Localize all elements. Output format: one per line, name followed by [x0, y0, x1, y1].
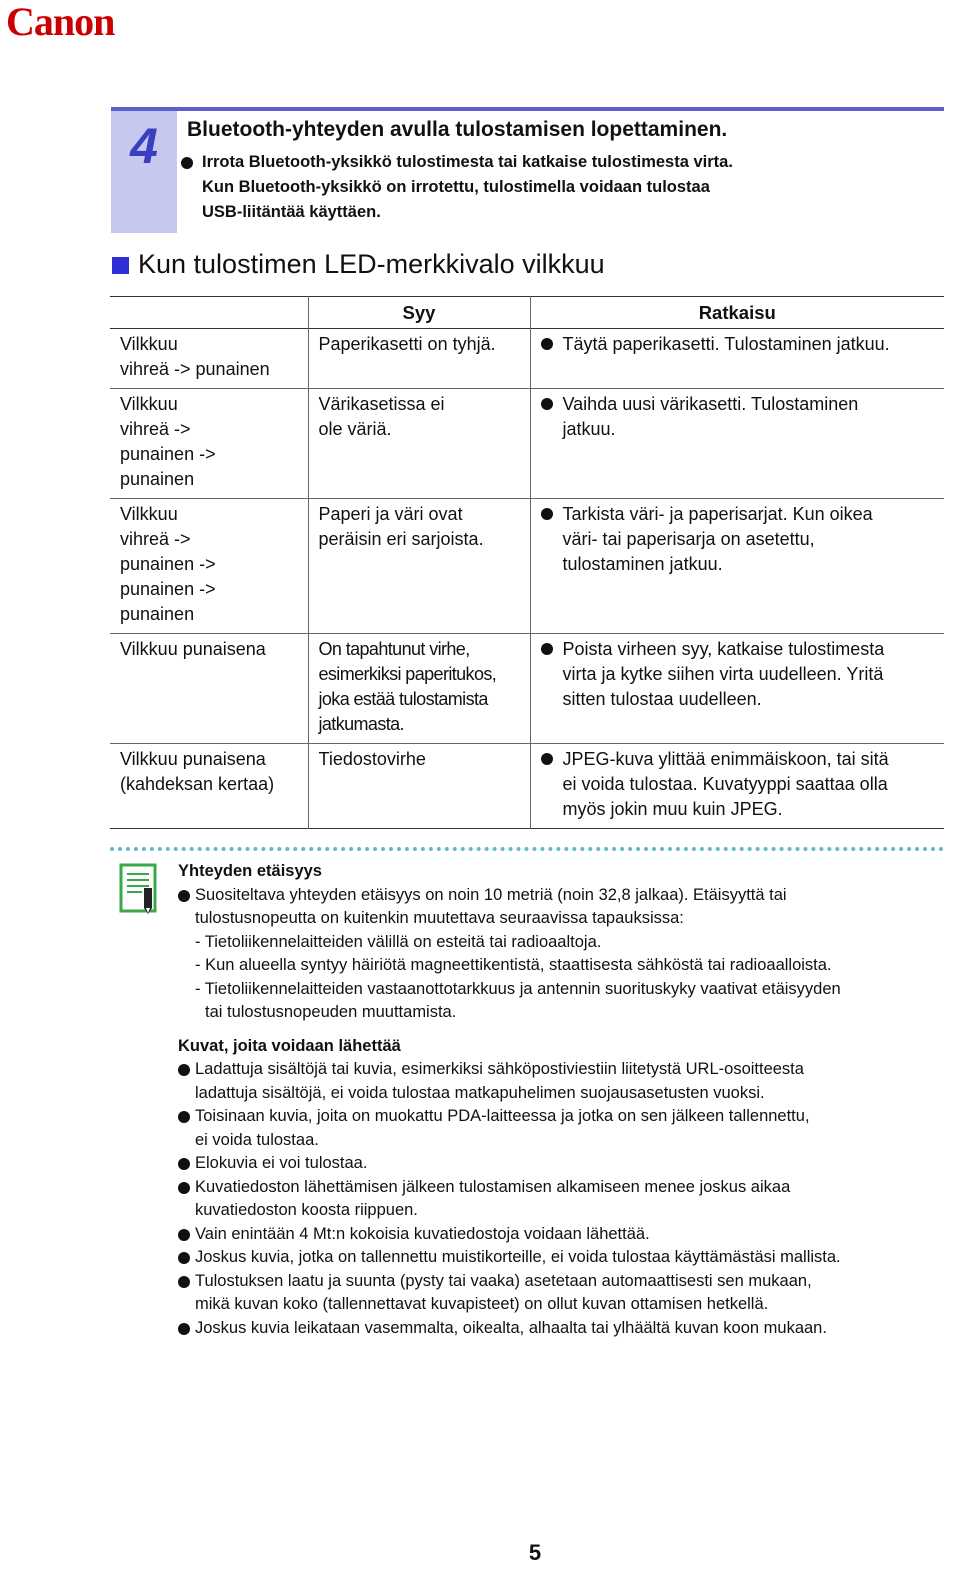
bullet-icon — [178, 1276, 190, 1288]
note-divider — [110, 847, 944, 851]
list-item: Toisinaan kuvia, joita on muokattu PDA-laitteessa ja jotka on sen jälkeen tallennettu, ei voida tulostaa. — [178, 1105, 948, 1152]
step-text: Irrota Bluetooth-yksikkö tulostimesta tai katkaise tulostimesta virta. Kun Bluetooth-yksikkö on irrotettu, tulostimella voidaan tulostaa USB-liitäntää käyttäen. — [176, 150, 876, 225]
page-number: 5 — [528, 1540, 542, 1565]
step-title: Bluetooth-yhteyden avulla tulostamisen lopettaminen. — [187, 118, 728, 141]
note-section: Yhteyden etäisyys Suositeltava yhteyden etäisyys on noin 10 metriä (noin 32,8 jalkaa). Etäisyyttä tai tulostusnopeutta on kuitenkin muutettava seuraavissa tapauksissa: - Tietoliikennelaitteiden välillä on esteitä tai radioaaltoja. - Kun alueella syntyy häiriötä magneettikentistä, staattisesta sähköstä tai radioaalloista. - Tietoliikennelaitteiden vastaanottotarkkuus ja antennin suorituskyky vaativat etäisyyden tai tulostusnopeuden muuttamista. Kuvat, joita voidaan lähettää Ladattuja sisältöjä tai kuvia, esimerkiksi sähköpostiviestiin liitetystä URL-osoitteesta ladattuja sisältöjä, ei voida tulostaa matkapuhelimen suojausasetusten vuoksi. Toisinaan kuvia, joita on muokattu PDA-laitteessa ja jotka on sen jälkeen tallennettu, ei voida tulostaa. Elokuvia ei voi tulostaa. Kuvatiedoston lähettämisen jälkeen tulostamisen alkamiseen menee joskus aikaa kuvatiedoston koosta riippuen. Vain enintään 4 Mt:n kokoisia kuvatiedostoja voidaan lähettää. Joskus kuvia, jotka on tallennettu muistikorteille, ei voida tulostaa käyttämästäsi mallista. Tulostuksen laatu ja suunta (pysty tai vaaka) asetetaan automaattisesti sen mukaan, mikä kuvan koko (tallennettavat kuvapisteet) on ollut kuvan ottamisen hetkellä. Joskus kuvia leikataan vasemmalta, oikealta, alhaalta tai ylhäältä kuvan koon mukaan. — [178, 860, 948, 1340]
section-square-icon — [112, 257, 129, 274]
distance-title: Yhteyden etäisyys — [178, 862, 322, 880]
canon-logo: Canon — [6, 0, 115, 44]
bullet-icon — [178, 1229, 190, 1241]
step-number: 4 — [130, 118, 158, 174]
table-row: Vilkkuu punaisena On tapahtunut virhe, esimerkiksi paperitukos, joka estää tulostamista jatkumasta. Poista virheen syy, katkaise tulostimesta virta ja kytke siihen virta uudelleen. Yritä sitten tulostaa uudelleen. — [110, 634, 944, 744]
list-item: Ladattuja sisältöjä tai kuvia, esimerkiksi sähköpostiviestiin liitetystä URL-osoitteesta ladattuja sisältöjä, ei voida tulostaa matkapuhelimen suojausasetusten vuoksi. — [178, 1058, 948, 1105]
list-item: Suositeltava yhteyden etäisyys on noin 10 metriä (noin 32,8 jalkaa). Etäisyyttä tai tulostusnopeutta on kuitenkin muutettava seuraavissa tapauksissa: — [178, 884, 948, 931]
list-item: Joskus kuvia, jotka on tallennettu muistikorteille, ei voida tulostaa käyttämästäsi mallista. — [178, 1246, 948, 1270]
list-item: Tulostuksen laatu ja suunta (pysty tai vaaka) asetetaan automaattisesti sen mukaan, mikä kuvan koko (tallennettavat kuvapisteet) on ollut kuvan ottamisen hetkellä. — [178, 1270, 948, 1317]
led-table — [110, 296, 944, 829]
list-item: Joskus kuvia leikataan vasemmalta, oikealta, alhaalta tai ylhäältä kuvan koon mukaan. — [178, 1317, 948, 1341]
bullet-icon — [178, 1158, 190, 1170]
table-row: Vilkkuu punaisena (kahdeksan kertaa) Tiedostovirhe JPEG-kuva ylittää enimmäiskoon, tai sitä ei voida tulostaa. Kuvatyyppi saattaa olla myös jokin muu kuin JPEG. — [110, 744, 944, 829]
bullet-icon — [178, 1252, 190, 1264]
table-row: Vilkkuu vihreä -> punainen -> punainen -> punainen Paperi ja väri ovat peräisin eri sarjoista. Tarkista väri- ja paperisarjat. Kun oikea väri- tai paperisarja on asetettu, tulostaminen jatkuu. — [110, 499, 944, 634]
images-title: Kuvat, joita voidaan lähettää — [178, 1036, 401, 1055]
bullet-icon — [178, 1064, 190, 1076]
note-pen-icon — [118, 862, 162, 916]
list-item: Kuvatiedoston lähettämisen jälkeen tulostamisen alkamiseen menee joskus aikaa kuvatiedoston koosta riippuen. — [178, 1176, 948, 1223]
table-row: Vilkkuu vihreä -> punainen -> punainen Värikasetissa ei ole väriä. Vaihda uusi värikasetti. Tulostaminen jatkuu. — [110, 389, 944, 499]
list-item: Elokuvia ei voi tulostaa. — [178, 1152, 948, 1176]
bullet-icon — [181, 157, 193, 169]
list-item: Vain enintään 4 Mt:n kokoisia kuvatiedostoja voidaan lähettää. — [178, 1223, 948, 1247]
bullet-icon — [541, 338, 553, 350]
bullet-icon — [178, 1182, 190, 1194]
step-rule — [111, 107, 944, 111]
header-solution: Ratkaisu — [530, 297, 944, 329]
bullet-icon — [541, 508, 553, 520]
bullet-icon — [178, 890, 190, 902]
table-header-row — [110, 297, 944, 329]
bullet-icon — [541, 643, 553, 655]
table-row: Vilkkuu vihreä -> punainen Paperikasetti on tyhjä. Täytä paperikasetti. Tulostaminen jatkuu. — [110, 329, 944, 389]
section-title: Kun tulostimen LED-merkkivalo vilkkuu — [138, 249, 605, 279]
bullet-icon — [541, 753, 553, 765]
bullet-icon — [178, 1111, 190, 1123]
header-cause: Syy — [308, 297, 530, 329]
bullet-icon — [178, 1323, 190, 1335]
bullet-icon — [541, 398, 553, 410]
step-number-block — [111, 111, 177, 233]
